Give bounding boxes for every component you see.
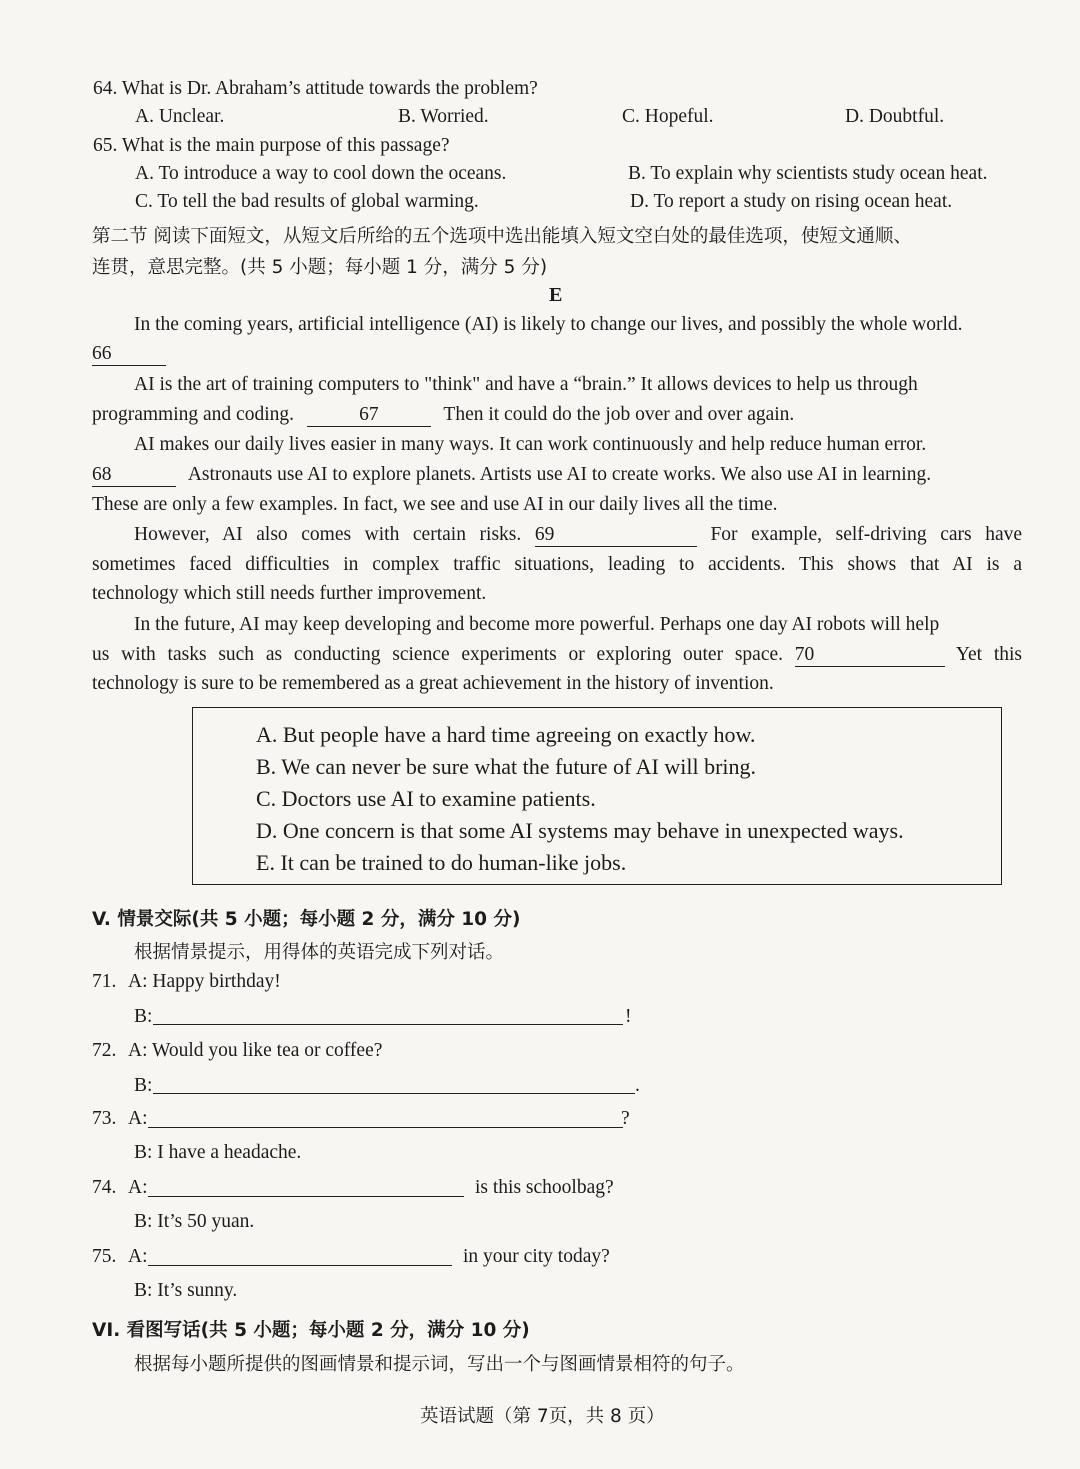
passage-p5-line3: technology is sure to be remembered as a great achievement in the history of invention. xyxy=(92,673,774,694)
section2-instruction-line1: 第二节 阅读下面短文，从短文后所给的五个选项中选出能填入短文空白处的最佳选项，使短文通顺、 xyxy=(92,226,912,247)
section5-instruction: 根据情景提示，用得体的英语完成下列对话。 xyxy=(134,942,505,963)
passage-p3-line3: These are only a few examples. In fact, we see and use AI in our daily lives all the time. xyxy=(92,494,778,515)
q73-answer-line[interactable] xyxy=(148,1127,623,1128)
section6-title: VI. 看图写话(共 5 小题；每小题 2 分，满分 10 分) xyxy=(92,1320,530,1341)
q64-option-b: B. Worried. xyxy=(398,106,489,127)
q74-a-end: is this schoolbag? xyxy=(475,1177,614,1198)
blank-68: 68 xyxy=(92,464,176,487)
passage-p3-line1: AI makes our daily lives easier in many ways. It can work continuously and help reduce human error. xyxy=(134,434,927,455)
q75-speaker-b: B: It’s sunny. xyxy=(134,1280,238,1301)
passage-p4-line2: sometimes faced difficulties in complex traffic situations, leading to accidents. This shows that AI is a xyxy=(92,554,1022,575)
page-footer: 英语试题（第 7页，共 8 页） xyxy=(420,1406,665,1427)
section6-instruction: 根据每小题所提供的图画情景和提示词，写出一个与图画情景相符的句子。 xyxy=(134,1354,745,1375)
q74-number: 74. xyxy=(92,1177,117,1198)
blank-67: 67 xyxy=(307,404,431,427)
q72-b-prefix: B: xyxy=(134,1075,153,1096)
q72-answer-line[interactable] xyxy=(153,1093,635,1094)
q65-option-b: B. To explain why scientists study ocean heat. xyxy=(628,163,988,184)
blank-66 xyxy=(92,343,166,366)
passage-p2-line2 xyxy=(92,404,794,427)
passage-p1: In the coming years, artificial intelligence (AI) is likely to change our lives, and possibly the whole world. xyxy=(134,314,963,335)
blank-66-number: 66 xyxy=(92,343,166,366)
q73-number: 73. xyxy=(92,1108,117,1129)
passage-p4-line1 xyxy=(92,524,1022,547)
passage-p2-line2-start: programming and coding. xyxy=(92,404,294,425)
passage-p4-line1-start: However, AI also comes with certain risks. xyxy=(134,524,522,545)
q65-option-c: C. To tell the bad results of global warming. xyxy=(135,191,479,212)
q75-a-end: in your city today? xyxy=(463,1246,610,1267)
q64-option-c: C. Hopeful. xyxy=(622,106,714,127)
passage-p3-line2-text: Astronauts use AI to explore planets. Artists use AI to create works. We also use AI in learning. xyxy=(187,464,932,485)
passage-p5-line1: In the future, AI may keep developing and become more powerful. Perhaps one day AI robots will help xyxy=(134,614,940,635)
q71-answer-line[interactable] xyxy=(153,1024,623,1025)
q74-answer-line[interactable] xyxy=(148,1196,464,1197)
choice-b: B. We can never be sure what the future of AI will bring. xyxy=(256,754,757,779)
q72-number: 72. xyxy=(92,1040,117,1061)
section5-title: V. 情景交际(共 5 小题；每小题 2 分，满分 10 分) xyxy=(92,909,521,930)
q75-number: 75. xyxy=(92,1246,117,1267)
q73-a-prefix: A: xyxy=(128,1108,148,1129)
q71-number: 71. xyxy=(92,971,117,992)
passage-p4-line1-end: For example, self-driving cars have xyxy=(710,524,1023,545)
q72-b-end: . xyxy=(635,1075,640,1096)
q72-speaker-a: A: Would you like tea or coffee? xyxy=(128,1040,383,1061)
q64-option-d: D. Doubtful. xyxy=(845,106,945,127)
q75-answer-line[interactable] xyxy=(148,1265,452,1266)
q71-b-prefix: B: xyxy=(134,1006,153,1027)
q74-a-prefix: A: xyxy=(128,1177,148,1198)
choices-box xyxy=(192,707,1002,885)
choice-a: A. But people have a hard time agreeing on exactly how. xyxy=(256,722,756,747)
choice-c: C. Doctors use AI to examine patients. xyxy=(256,786,596,811)
q75-a-prefix: A: xyxy=(128,1246,148,1267)
q65-question: 65. What is the main purpose of this passage? xyxy=(93,135,450,156)
passage-p5-line2-end: Yet this xyxy=(955,644,1022,665)
passage-p2-line2-end: Then it could do the job over and over again. xyxy=(443,404,795,425)
q74-speaker-b: B: It’s 50 yuan. xyxy=(134,1211,255,1232)
passage-p4-line3: technology which still needs further improvement. xyxy=(92,583,487,604)
passage-p5-line2-start: us with tasks such as conducting science experiments or exploring outer space. xyxy=(92,644,784,665)
q64-question: 64. What is Dr. Abraham’s attitude towards the problem? xyxy=(93,78,538,99)
section2-instruction-line2: 连贯，意思完整。(共 5 小题；每小题 1 分，满分 5 分) xyxy=(92,257,548,278)
q65-option-d: D. To report a study on rising ocean heat. xyxy=(630,191,953,212)
q64-option-a: A. Unclear. xyxy=(135,106,225,127)
blank-69: 69 xyxy=(535,524,697,547)
passage-p5-line2 xyxy=(92,644,1022,667)
blank-70: 70 xyxy=(795,644,945,667)
q71-b-end: ! xyxy=(625,1006,632,1027)
passage-p2-line1: AI is the art of training computers to "think" and have a “brain.” It allows devices to help us through xyxy=(134,374,918,395)
passage-p3-line2 xyxy=(92,464,931,487)
passage-label: E xyxy=(549,284,563,306)
q73-speaker-b: B: I have a headache. xyxy=(134,1142,302,1163)
choice-e: E. It can be trained to do human-like jobs. xyxy=(256,850,627,875)
q65-option-a: A. To introduce a way to cool down the oceans. xyxy=(135,163,507,184)
choice-d: D. One concern is that some AI systems may behave in unexpected ways. xyxy=(256,818,904,843)
q71-speaker-a: A: Happy birthday! xyxy=(128,971,281,992)
q73-a-end: ? xyxy=(621,1108,630,1129)
